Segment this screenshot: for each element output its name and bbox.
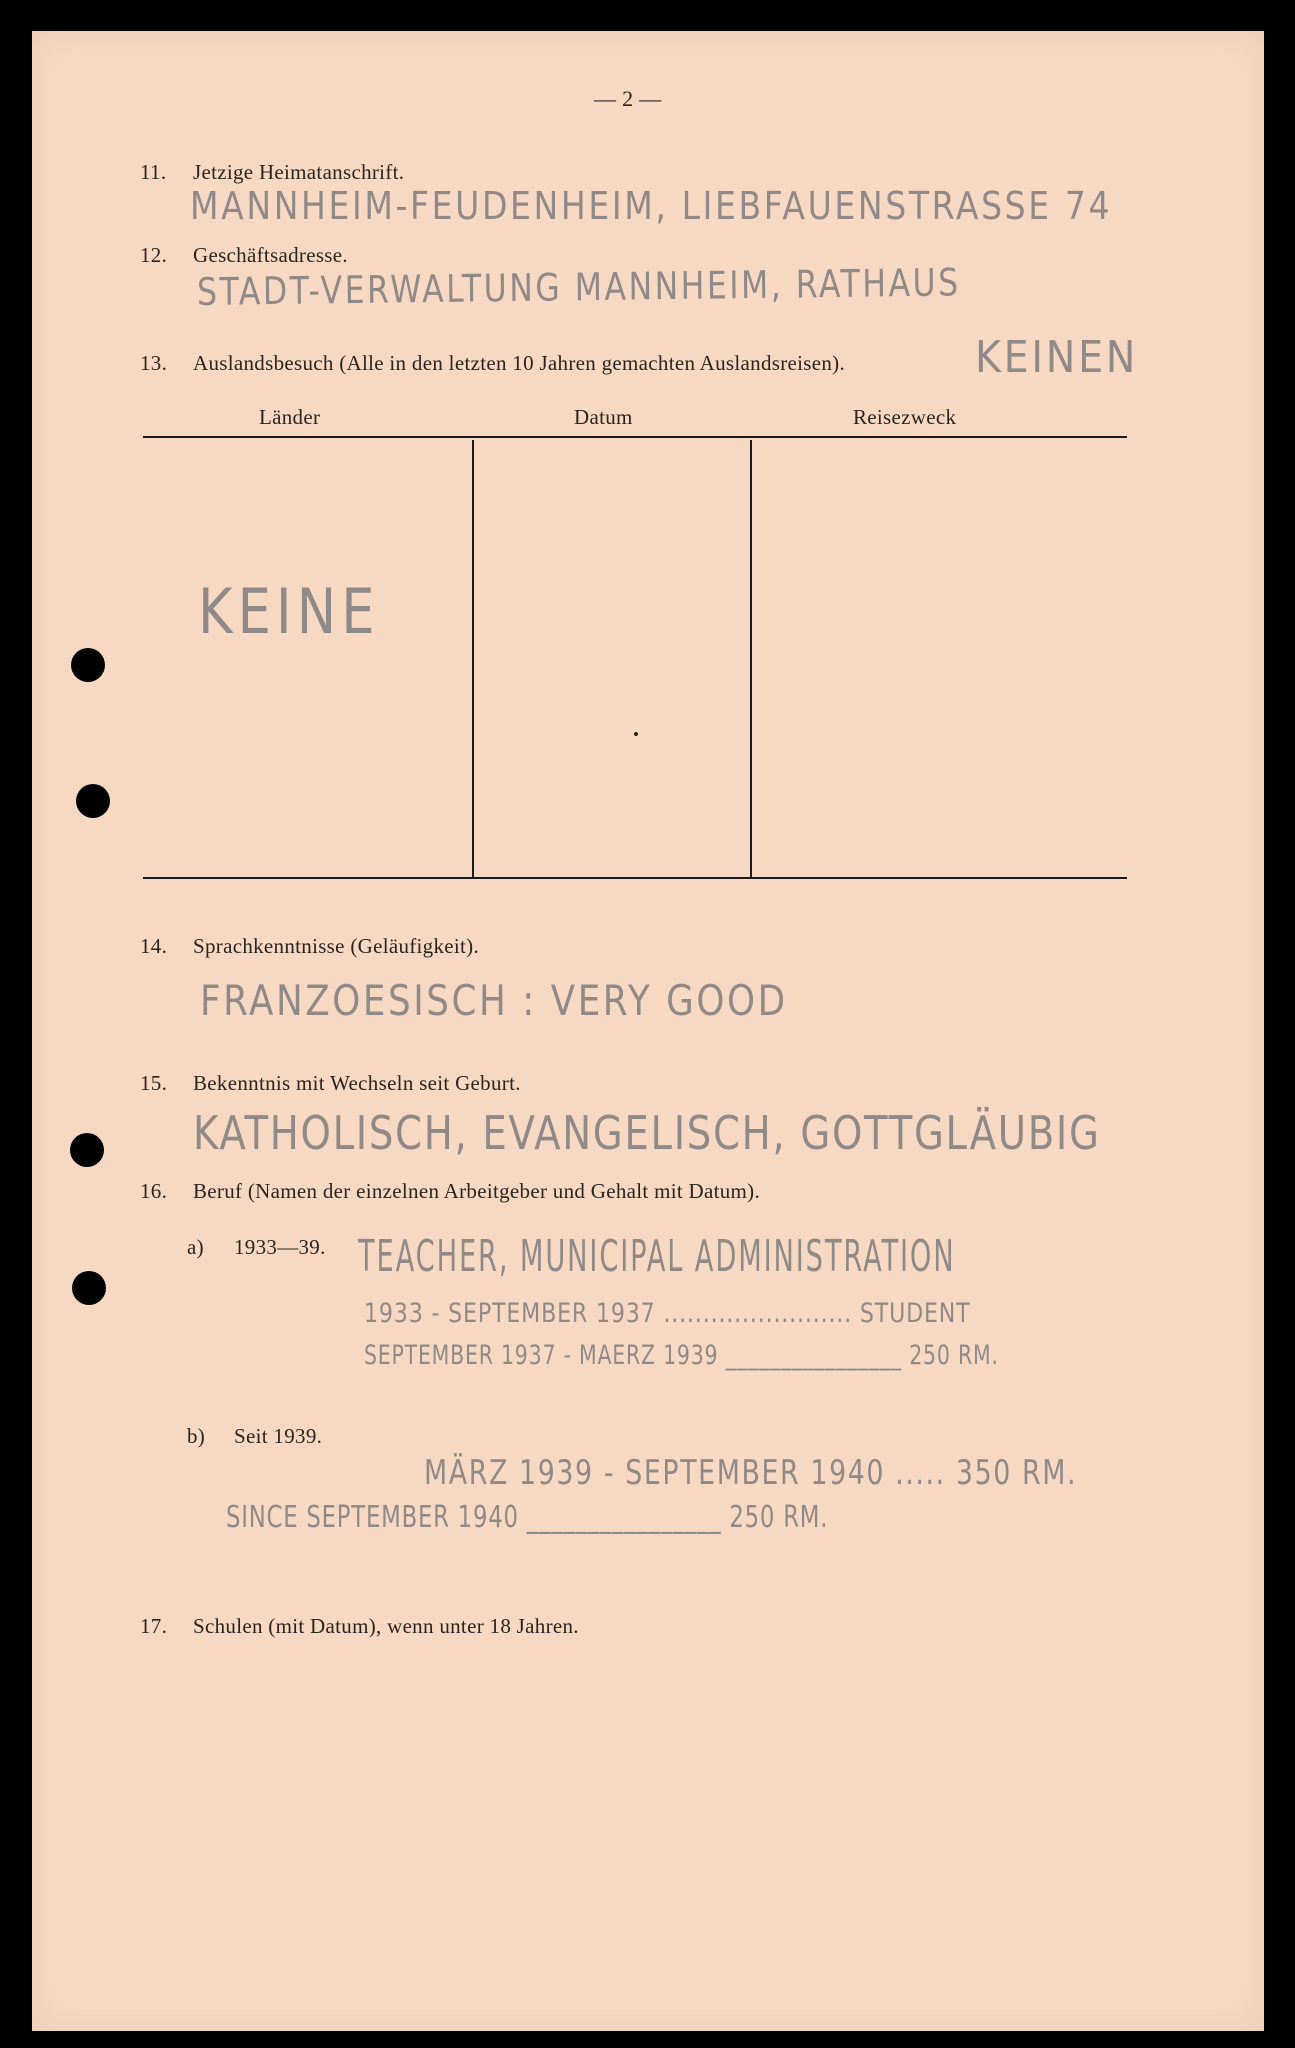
item-12-label: Geschäftsadresse. — [193, 243, 348, 267]
table-column-divider — [472, 440, 474, 877]
table-bottom-rule — [143, 877, 1127, 879]
item-13-label: Auslandsbesuch (Alle in den letzten 10 Jahren gemachten Auslandsreisen). — [193, 351, 845, 375]
form-page — [32, 31, 1264, 2031]
item-11-number: 11. — [140, 160, 167, 184]
item-16b-line-1: MÄRZ 1939 - SEPTEMBER 1940 ..... 350 RM. — [424, 1453, 1078, 1493]
punch-hole — [70, 1133, 104, 1167]
item-17-label: Schulen (mit Datum), wenn unter 18 Jahren. — [193, 1614, 579, 1638]
item-16a-label: a) — [187, 1235, 204, 1259]
item-16-label: Beruf (Namen der einzelnen Arbeitgeber und Gehalt mit Datum). — [193, 1179, 761, 1203]
table-top-rule — [143, 436, 1127, 438]
item-14-number: 14. — [140, 934, 168, 958]
punch-hole — [76, 784, 110, 818]
item-15-label: Bekenntnis mit Wechseln seit Geburt. — [193, 1071, 521, 1095]
item-16-number: 16. — [140, 1179, 168, 1203]
item-16b-line-2: SINCE SEPTEMBER 1940 ________________ 250 RM. — [226, 1500, 829, 1535]
item-16a-line-1: 1933 - SEPTEMBER 1937 ........................ STUDENT — [364, 1298, 971, 1329]
item-15-number: 15. — [140, 1071, 168, 1095]
table-header-laender: Länder — [259, 405, 321, 429]
item-14-answer: FRANZOESISCH : VERY GOOD — [200, 976, 788, 1025]
item-16a-line-2: SEPTEMBER 1937 - MAERZ 1939 ________________ 250 RM. — [364, 1340, 999, 1371]
page-number: — 2 — — [594, 86, 662, 111]
item-16b-period: Seit 1939. — [234, 1424, 323, 1448]
item-17-number: 17. — [140, 1614, 168, 1638]
punch-hole — [71, 648, 105, 682]
table-cell-laender: KEINE — [198, 575, 380, 648]
item-15-answer: KATHOLISCH, EVANGELISCH, GOTTGLÄUBIG — [193, 1106, 1101, 1160]
item-13-answer: KEINEN — [975, 332, 1139, 383]
item-12-answer: STADT-VERWALTUNG MANNHEIM, RATHAUS — [196, 260, 961, 314]
table-header-reisezweck: Reisezweck — [853, 405, 957, 429]
item-16a-period: 1933—39. — [234, 1235, 326, 1259]
table-header-datum: Datum — [574, 405, 633, 429]
table-column-divider — [750, 440, 752, 877]
item-14-label: Sprachkenntnisse (Geläufigkeit). — [193, 934, 480, 958]
item-12-number: 12. — [140, 243, 168, 267]
item-16a-answer: TEACHER, MUNICIPAL ADMINISTRATION — [358, 1231, 956, 1282]
item-16b-label: b) — [187, 1424, 206, 1448]
item-11-answer: MANNHEIM-FEUDENHEIM, LIEBFAUENSTRASSE 74 — [190, 184, 1113, 228]
punch-hole — [72, 1271, 106, 1305]
ink-dot — [634, 732, 638, 736]
item-13-number: 13. — [140, 351, 168, 375]
item-11-label: Jetzige Heimatanschrift. — [193, 160, 405, 184]
